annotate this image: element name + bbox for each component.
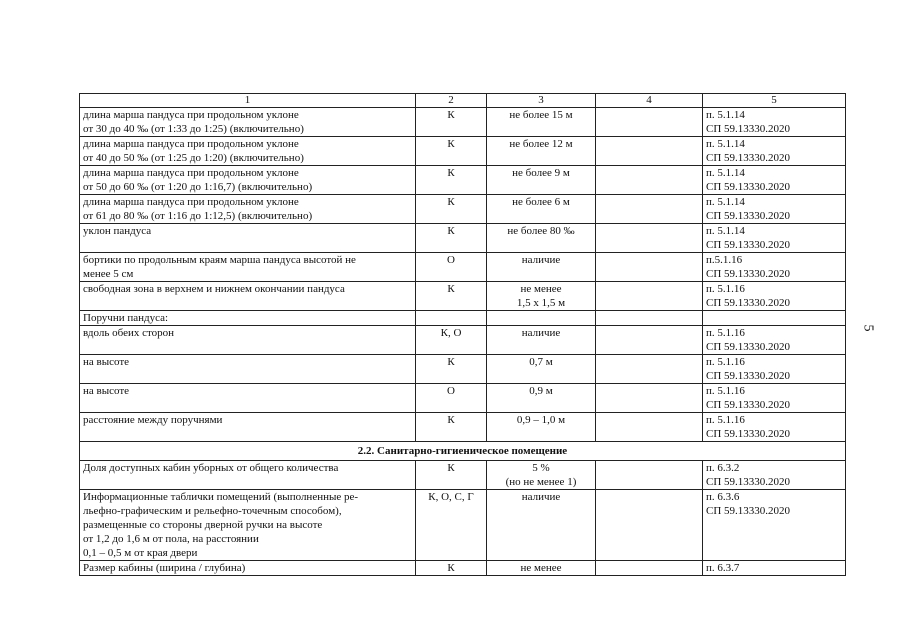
- requirement-cell: [80, 253, 416, 282]
- cell-line: п. 5.1.14: [706, 109, 745, 121]
- table-row: [80, 355, 846, 384]
- reference-cell: [703, 561, 846, 576]
- cell-line: длина марша пандуса при продольном уклоне: [83, 196, 299, 208]
- note-cell: [596, 490, 703, 561]
- cell-line: СП 59.13330.2020: [706, 341, 791, 353]
- table-row: [80, 108, 846, 137]
- cell-line: п. 5.1.16: [706, 356, 745, 368]
- cell-line: СП 59.13330.2020: [706, 152, 791, 164]
- group-row: [80, 311, 846, 326]
- cell-line: от 40 до 50 ‰ (от 1:25 до 1:20) (включительно): [83, 152, 304, 164]
- cell-line: СП 59.13330.2020: [706, 399, 791, 411]
- cell-line: п. 5.1.14: [706, 196, 745, 208]
- requirement-cell: [80, 355, 416, 384]
- cell-line: п. 6.3.6: [706, 491, 740, 503]
- cell-line: наличие: [521, 491, 561, 503]
- table-row: [80, 166, 846, 195]
- cell-line: (но не менее 1): [505, 476, 577, 488]
- cell-line: СП 59.13330.2020: [706, 268, 791, 280]
- cell-line: 0,1 – 0,5 м от края двери: [83, 547, 198, 559]
- reference-cell: [703, 253, 846, 282]
- reference-cell: [703, 108, 846, 137]
- requirement-cell: [80, 166, 416, 195]
- cell-line: 0,9 – 1,0 м: [516, 414, 566, 426]
- reference-cell: [703, 282, 846, 311]
- value-cell: [487, 224, 596, 253]
- cell-line: льефно-графическим и рельефно-точечным способом),: [83, 505, 342, 517]
- cell-line: длина марша пандуса при продольном уклоне: [83, 167, 299, 179]
- table-row: [80, 461, 846, 490]
- table-row: [80, 137, 846, 166]
- cell-line: СП 59.13330.2020: [706, 297, 791, 309]
- header-cell-4: 4: [596, 94, 703, 108]
- reference-cell: [703, 224, 846, 253]
- cell-line: п. 5.1.14: [706, 167, 745, 179]
- cell-line: не менее: [520, 562, 562, 574]
- requirement-cell: [80, 561, 416, 576]
- cell-line: не более 12 м: [509, 138, 573, 150]
- cell-line: Информационные таблички помещений (выполненные ре-: [83, 491, 359, 503]
- section-row: [80, 442, 846, 461]
- cell-line: свободная зона в верхнем и нижнем окончании пандуса: [83, 283, 345, 295]
- note-cell: [596, 355, 703, 384]
- cell-line: не более 15 м: [509, 109, 573, 121]
- cell-line: длина марша пандуса при продольном уклоне: [83, 109, 299, 121]
- cell-line: уклон пандуса: [83, 225, 152, 237]
- header-cell-2: 2: [416, 94, 487, 108]
- table-row: [80, 224, 846, 253]
- reference-cell: [703, 326, 846, 355]
- table-row: [80, 195, 846, 224]
- cell-line: Доля доступных кабин уборных от общего количества: [83, 462, 339, 474]
- cell-line: менее 5 см: [83, 268, 134, 280]
- section-title: 2.2. Санитарно-гигиеническое помещение: [80, 442, 846, 461]
- cell-line: п.5.1.16: [706, 254, 743, 266]
- cell-line: не менее: [520, 283, 562, 295]
- value-cell: [487, 326, 596, 355]
- value-cell: [487, 490, 596, 561]
- cell-line: 0,7 м: [529, 356, 553, 368]
- cell-line: СП 59.13330.2020: [706, 476, 791, 488]
- cell-line: п. 6.3.7: [706, 562, 740, 574]
- table-row: [80, 490, 846, 561]
- reference-cell: [703, 490, 846, 561]
- requirements-table: [79, 93, 846, 576]
- category-cell: К: [416, 195, 487, 224]
- cell-line: Размер кабины (ширина / глубина): [83, 562, 246, 574]
- category-cell: К: [416, 137, 487, 166]
- reference-cell: [703, 413, 846, 442]
- cell-line: п. 6.3.2: [706, 462, 740, 474]
- value-cell: [487, 108, 596, 137]
- header-row: [80, 94, 846, 108]
- note-cell: [596, 384, 703, 413]
- table-row: [80, 282, 846, 311]
- category-cell: К: [416, 224, 487, 253]
- cell-line: СП 59.13330.2020: [706, 239, 791, 251]
- cell-line: вдоль обеих сторон: [83, 327, 175, 339]
- table-row: [80, 253, 846, 282]
- cell-line: от 61 до 80 ‰ (от 1:16 до 1:12,5) (включительно): [83, 210, 313, 222]
- value-cell: [487, 282, 596, 311]
- note-cell: [596, 224, 703, 253]
- requirement-cell: [80, 224, 416, 253]
- empty-cell: [416, 311, 487, 326]
- reference-cell: [703, 137, 846, 166]
- requirement-cell: [80, 195, 416, 224]
- category-cell: К, О, С, Г: [416, 490, 487, 561]
- table-row: [80, 413, 846, 442]
- requirement-cell: [80, 326, 416, 355]
- table-row: [80, 326, 846, 355]
- note-cell: [596, 461, 703, 490]
- reference-cell: [703, 384, 846, 413]
- requirement-cell: [80, 413, 416, 442]
- cell-line: не более 9 м: [512, 167, 570, 179]
- cell-line: 1,5 х 1,5 м: [516, 297, 566, 309]
- cell-line: п. 5.1.14: [706, 225, 745, 237]
- cell-line: п. 5.1.16: [706, 385, 745, 397]
- document-page: [79, 93, 845, 576]
- cell-line: на высоте: [83, 385, 130, 397]
- note-cell: [596, 282, 703, 311]
- cell-line: СП 59.13330.2020: [706, 181, 791, 193]
- note-cell: [596, 326, 703, 355]
- cell-line: п. 5.1.14: [706, 138, 745, 150]
- cell-line: СП 59.13330.2020: [706, 505, 791, 517]
- cell-line: от 50 до 60 ‰ (от 1:20 до 1:16,7) (включительно): [83, 181, 313, 193]
- cell-line: п. 5.1.16: [706, 283, 745, 295]
- cell-line: от 1,2 до 1,6 м от пола, на расстоянии: [83, 533, 259, 545]
- requirement-cell: [80, 282, 416, 311]
- requirement-cell: [80, 108, 416, 137]
- cell-line: СП 59.13330.2020: [706, 123, 791, 135]
- reference-cell: [703, 355, 846, 384]
- cell-line: расстояние между поручнями: [83, 414, 223, 426]
- cell-line: СП 59.13330.2020: [706, 210, 791, 222]
- cell-line: размещенные со стороны дверной ручки на высоте: [83, 519, 323, 531]
- empty-cell: [596, 311, 703, 326]
- cell-line: на высоте: [83, 356, 130, 368]
- reference-cell: [703, 166, 846, 195]
- cell-line: СП 59.13330.2020: [706, 428, 791, 440]
- requirement-cell: [80, 490, 416, 561]
- category-cell: К: [416, 108, 487, 137]
- note-cell: [596, 137, 703, 166]
- value-cell: [487, 166, 596, 195]
- cell-line: п. 5.1.16: [706, 327, 745, 339]
- cell-line: бортики по продольным краям марша пандуса высотой не: [83, 254, 356, 266]
- category-cell: К: [416, 282, 487, 311]
- value-cell: [487, 384, 596, 413]
- value-cell: [487, 355, 596, 384]
- value-cell: [487, 253, 596, 282]
- cell-line: не более 80 ‰: [507, 225, 575, 237]
- header-cell-5: 5: [703, 94, 846, 108]
- note-cell: [596, 561, 703, 576]
- note-cell: [596, 108, 703, 137]
- value-cell: [487, 413, 596, 442]
- value-cell: [487, 561, 596, 576]
- header-cell-3: 3: [487, 94, 596, 108]
- table-row: [80, 561, 846, 576]
- requirement-cell: [80, 461, 416, 490]
- cell-line: п. 5.1.16: [706, 414, 745, 426]
- empty-cell: [703, 311, 846, 326]
- cell-line: наличие: [521, 254, 561, 266]
- note-cell: [596, 413, 703, 442]
- reference-cell: [703, 195, 846, 224]
- cell-line: наличие: [521, 327, 561, 339]
- value-cell: [487, 195, 596, 224]
- category-cell: О: [416, 253, 487, 282]
- cell-line: 0,9 м: [529, 385, 553, 397]
- cell-line: не более 6 м: [512, 196, 570, 208]
- value-cell: [487, 461, 596, 490]
- cell-line: СП 59.13330.2020: [706, 370, 791, 382]
- value-cell: [487, 137, 596, 166]
- cell-line: длина марша пандуса при продольном уклоне: [83, 138, 299, 150]
- note-cell: [596, 253, 703, 282]
- cell-line: 5 %: [532, 462, 550, 474]
- category-cell: О: [416, 384, 487, 413]
- category-cell: К: [416, 166, 487, 195]
- category-cell: К: [416, 561, 487, 576]
- category-cell: К, О: [416, 326, 487, 355]
- group-label: Поручни пандуса:: [80, 311, 416, 326]
- category-cell: К: [416, 355, 487, 384]
- page-number: 5: [860, 324, 876, 332]
- note-cell: [596, 195, 703, 224]
- category-cell: К: [416, 461, 487, 490]
- header-cell-1: 1: [80, 94, 416, 108]
- note-cell: [596, 166, 703, 195]
- requirement-cell: [80, 137, 416, 166]
- reference-cell: [703, 461, 846, 490]
- category-cell: К: [416, 413, 487, 442]
- table-row: [80, 384, 846, 413]
- empty-cell: [487, 311, 596, 326]
- cell-line: от 30 до 40 ‰ (от 1:33 до 1:25) (включительно): [83, 123, 304, 135]
- requirement-cell: [80, 384, 416, 413]
